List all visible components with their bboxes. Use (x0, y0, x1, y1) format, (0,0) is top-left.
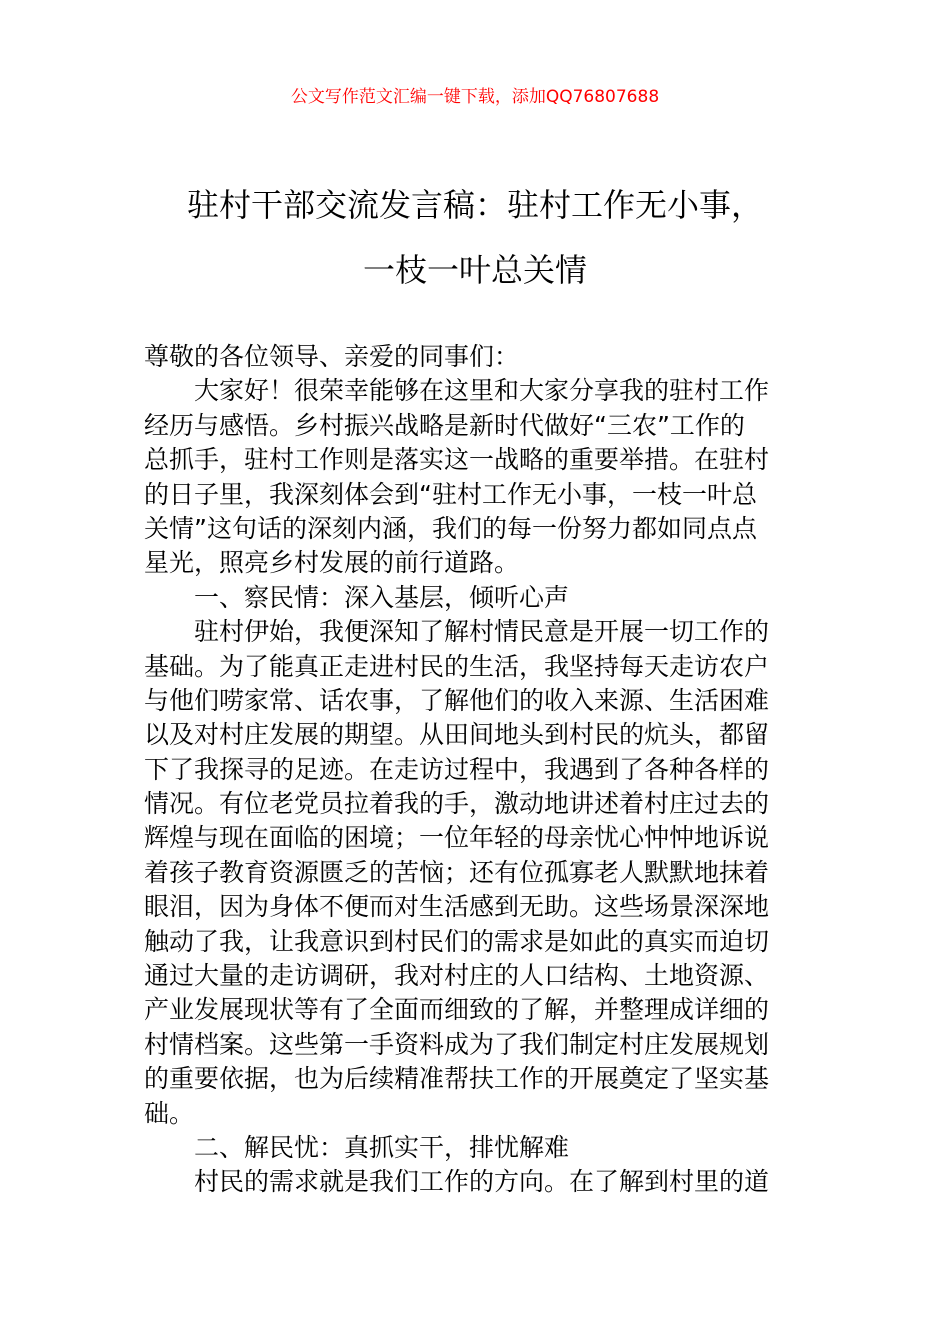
paragraph-line: 通过大量的走访调研，我对村庄的人口结构、土地资源、 (144, 961, 770, 991)
paragraph-line: 村情档案。这些第一手资料成为了我们制定村庄发展规划 (144, 1029, 770, 1059)
paragraph-line: 的日子里，我深刻体会到“驻村工作无小事，一枝一叶总 (144, 479, 757, 509)
paragraph-line: 经历与感悟。乡村振兴战略是新时代做好“三农”工作的 (144, 410, 745, 440)
paragraph-line: 触动了我，让我意识到村民们的需求是如此的真实而迫切 (144, 926, 770, 956)
paragraph-line: 辉煌与现在面临的困境；一位年轻的母亲忧心忡忡地诉说 (144, 823, 770, 853)
document-body (144, 340, 808, 1200)
paragraph-line: 星光，照亮乡村发展的前行道路。 (144, 548, 520, 578)
paragraph-line: 关情”这句话的深刻内涵，我们的每一份努力都如同点点 (144, 513, 757, 543)
paragraph-line: 的重要依据，也为后续精准帮扶工作的开展奠定了坚实基 (144, 1064, 770, 1094)
paragraph-line: 础。 (144, 1098, 195, 1128)
document-title-line-1: 驻村干部交流发言稿：驻村工作无小事， (186, 186, 763, 224)
paragraph-line: 产业发展现状等有了全面而细致的了解，并整理成详细的 (144, 995, 770, 1025)
salutation: 尊敬的各位领导、亲爱的同事们： (144, 342, 520, 371)
document-title-line-2: 一枝一叶总关情 (362, 251, 587, 289)
paragraph-line: 下了我探寻的足迹。在走访过程中，我遇到了各种各样的 (144, 754, 770, 784)
paragraph-line: 眼泪，因为身体不便而对生活感到无助。这些场景深深地 (144, 892, 770, 922)
paragraph-line: 着孩子教育资源匮乏的苦恼；还有位孤寡老人默默地抹着 (144, 857, 770, 887)
paragraph-line: 驻村伊始，我便深知了解村情民意是开展一切工作的 (194, 617, 770, 647)
paragraph-line: 基础。为了能真正走进村民的生活，我坚持每天走访农户 (144, 651, 770, 681)
paragraph-line: 村民的需求就是我们工作的方向。在了解到村里的道 (194, 1167, 770, 1197)
paragraph-line: 以及对村庄发展的期望。从田间地头到村民的炕头，都留 (144, 720, 770, 750)
paragraph-line: 与他们唠家常、话农事，了解他们的收入来源、生活困难 (144, 685, 770, 715)
paragraph-line: 大家好！很荣幸能够在这里和大家分享我的驻村工作 (194, 376, 770, 406)
paragraph-line: 总抓手，驻村工作则是落实这一战略的重要举措。在驻村 (144, 445, 770, 475)
paragraph-line: 情况。有位老党员拉着我的手，激动地讲述着村庄过去的 (144, 789, 770, 819)
section-heading-2: 二、解民忧：真抓实干，排忧解难 (194, 1132, 570, 1162)
section-heading-1: 一、察民情：深入基层，倾听心声 (194, 582, 570, 612)
header-promo: 公文写作范文汇编一键下载，添加QQ76807688 (290, 87, 660, 107)
